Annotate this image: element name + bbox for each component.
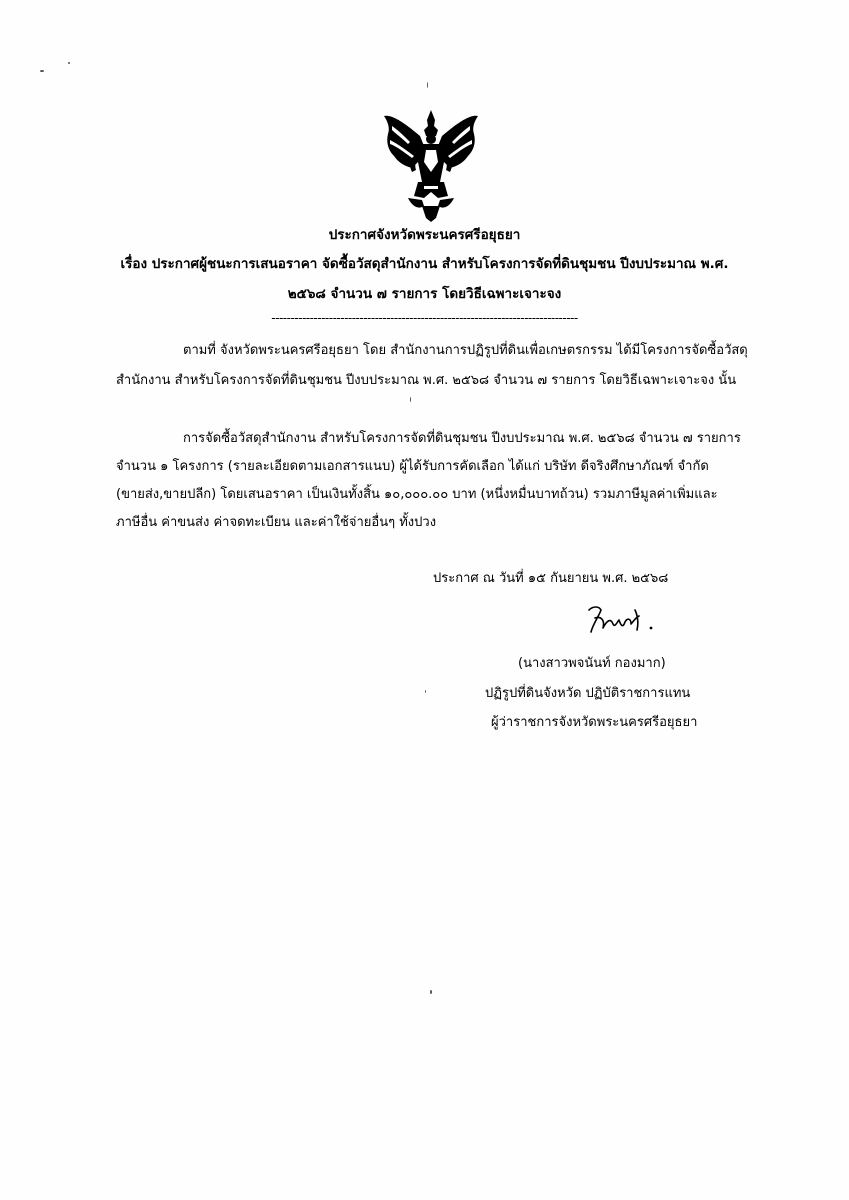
- document-title: ประกาศจังหวัดพระนครศรีอยุธยา: [328, 227, 521, 243]
- signer-position-1: ปฏิรูปที่ดินจังหวัด ปฏิบัติราชการแทน: [485, 686, 691, 701]
- scan-speck: [68, 62, 70, 64]
- signer-position-2: ผู้ว่าราชการจังหวัดพระนครศรีอยุธยา: [491, 715, 698, 730]
- scan-speck: [427, 82, 428, 88]
- scan-speck: [410, 397, 411, 402]
- paragraph2-line3: (ขายส่ง,ขายปลีก) โดยเสนอราคา เป็นเงินทั้งสิ้น ๑๐,๐๐๐.๐๐ บาท (หนึ่งหมื่นบาทถ้วน) รวมภาษีมูลค่าเพิ่มและ: [116, 487, 718, 502]
- paragraph2-line1: การจัดซื้อวัสดุสำนักงาน สำหรับโครงการจัดที่ดินชุมชน ปีงบประมาณ พ.ศ. ๒๕๖๘ จำนวน ๗ รายการ: [183, 431, 741, 446]
- paragraph1-line1: ตามที่ จังหวัดพระนครศรีอยุธยา โดย สำนักงานการปฏิรูปที่ดินเพื่อเกษตรกรรม ได้มีโครงการจัดซื้อวัสดุ: [183, 343, 748, 358]
- garuda-emblem-icon: [378, 106, 484, 224]
- paragraph2-line4: ภาษีอื่น ค่าขนส่ง ค่าจดทะเบียน และค่าใช้จ่ายอื่นๆ ทั้งปวง: [116, 515, 437, 530]
- subject-line-2: ๒๕๖๘ จำนวน ๗ รายการ โดยวิธีเฉพาะเจาะจง: [287, 286, 562, 302]
- paragraph2-line2: จำนวน ๑ โครงการ (รายละเอียดตามเอกสารแนบ) ผู้ได้รับการคัดเลือก ได้แก่ บริษัท ดีจริงศึกษาภัณฑ์ จำกัด: [116, 459, 709, 474]
- scan-speck: [430, 990, 432, 994]
- scan-speck: [425, 690, 426, 693]
- divider: --------------------------------------------------------------------------------: [271, 311, 578, 325]
- scan-speck: [40, 70, 44, 72]
- subject-line-1: เรื่อง ประกาศผู้ชนะการเสนอราคา จัดซื้อวัสดุสำนักงาน สำหรับโครงการจัดที่ดินชุมชน ปีงบประมาณ พ.ศ.: [120, 256, 729, 272]
- date-line: ประกาศ ณ วันที่ ๑๕ กันยายน พ.ศ. ๒๕๖๘: [433, 571, 669, 586]
- signer-name: (นางสาวพจนันท์ กองมาก): [518, 656, 666, 671]
- paragraph1-line2: สำนักงาน สำหรับโครงการจัดที่ดินชุมชน ปีงบประมาณ พ.ศ. ๒๕๖๘ จำนวน ๗ รายการ โดยวิธีเฉพาะเจาะจง นั้น: [116, 373, 737, 388]
- signature-icon: [585, 600, 665, 640]
